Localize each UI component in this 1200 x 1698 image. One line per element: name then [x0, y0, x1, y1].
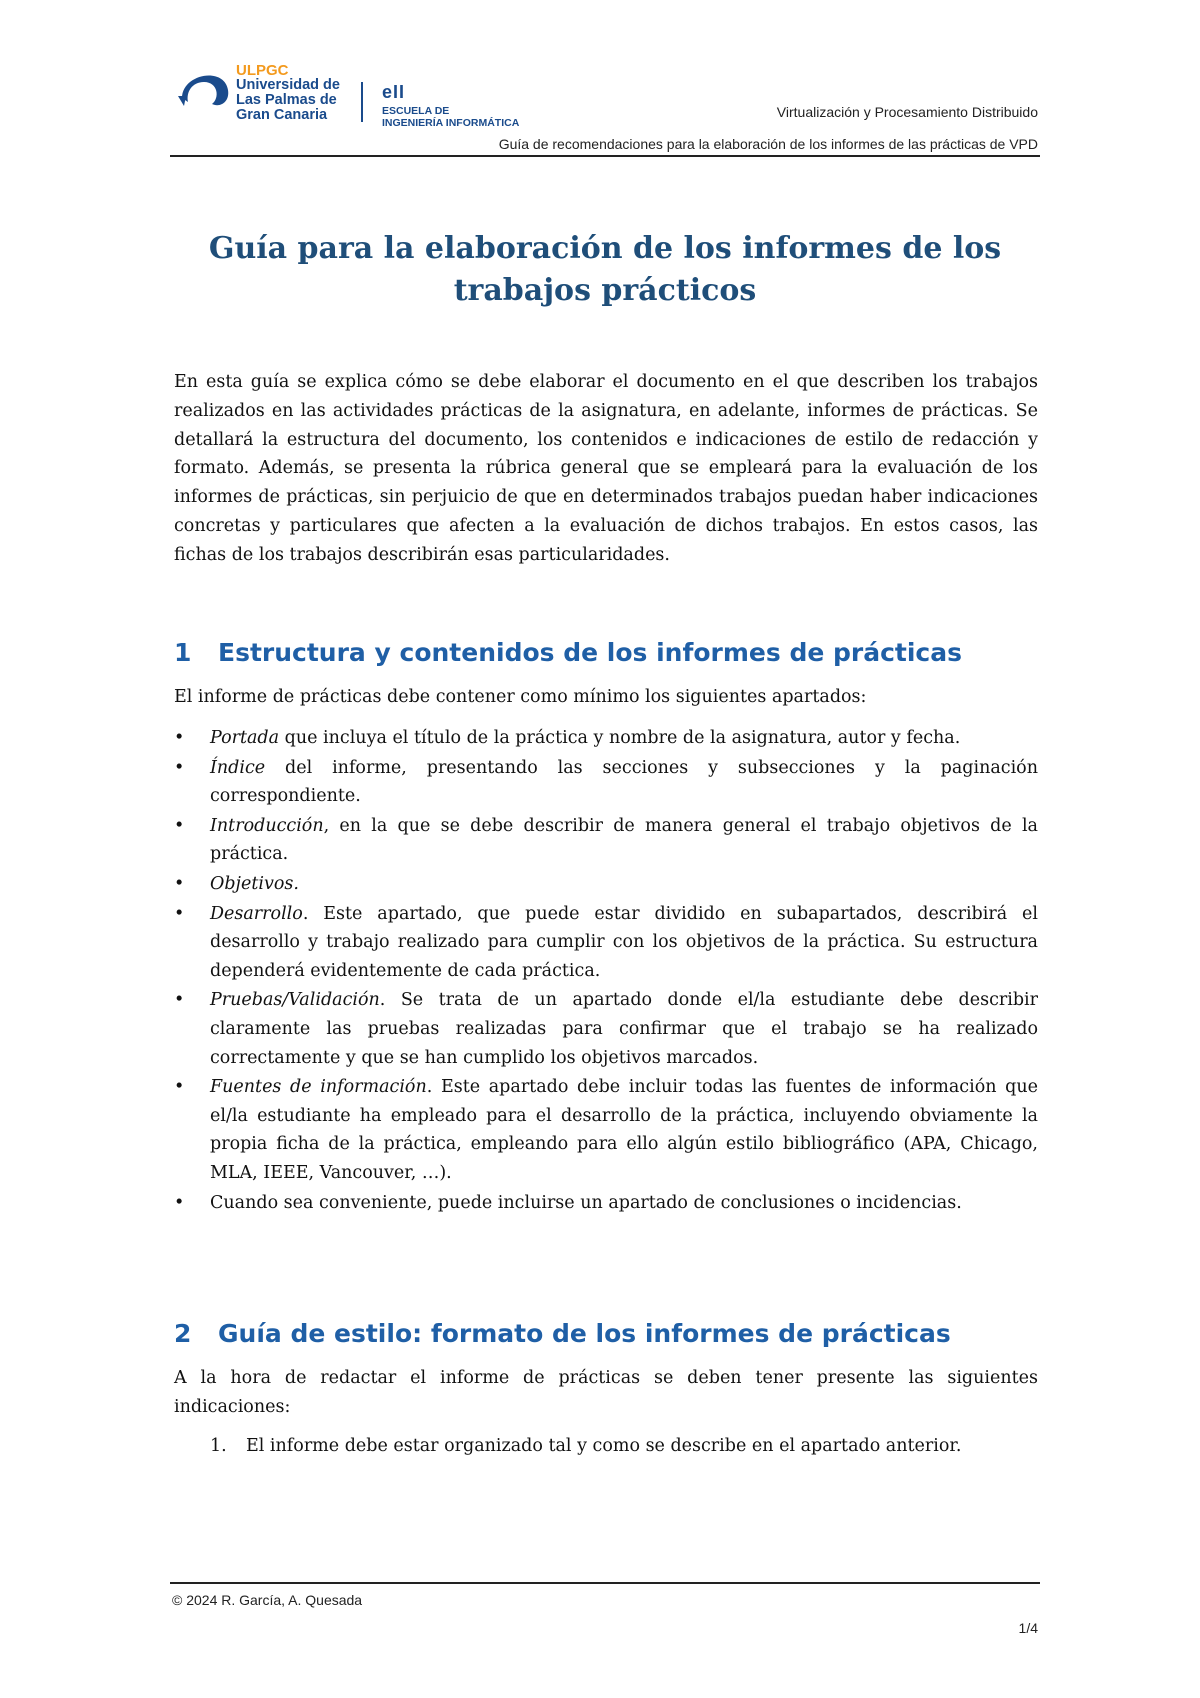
list-item: [174, 900, 1038, 986]
logo-university-line: Gran Canaria: [236, 107, 328, 123]
list-item: [174, 1432, 1038, 1461]
page-number: 1/4: [1018, 1620, 1038, 1636]
list-item-emphasis: Desarrollo: [210, 903, 303, 924]
list-item: [174, 754, 1038, 811]
list-item: [174, 1189, 1038, 1218]
logo-divider: [361, 82, 363, 122]
footer-divider: [170, 1582, 1040, 1584]
section-number: 1: [174, 638, 192, 667]
bullet-icon: •: [174, 903, 185, 924]
section-2-heading: [174, 1318, 1038, 1350]
logo-school-line: INGENIERÍA INFORMÁTICA: [382, 117, 520, 129]
document-title: [170, 228, 1040, 312]
header-course-name: Virtualización y Procesamiento Distribuido: [776, 104, 1038, 120]
section-title: Guía de estilo: formato de los informes de prácticas: [218, 1319, 951, 1348]
section-1-heading: [174, 637, 1038, 669]
section-title: Estructura y contenidos de los informes de prácticas: [218, 638, 963, 667]
logo-university-name: [236, 78, 340, 123]
section-number: 2: [174, 1319, 192, 1348]
bullet-icon: •: [174, 1192, 185, 1213]
header-divider: [170, 155, 1040, 157]
bullet-icon: •: [174, 815, 185, 836]
bullet-icon: •: [174, 757, 185, 778]
logo-ulpgc-text: ULPGC: [236, 62, 289, 79]
list-item-emphasis: Objetivos.: [210, 873, 299, 894]
list-item-text: . Este apartado, que puede estar dividido en subapartados, describirá el desarrollo y trabajo realizado para cumplir con los objetivos de la práctica. Su estructura dependerá evidentemente de cada práctica.: [210, 903, 1038, 981]
list-item-emphasis: Índice: [210, 757, 266, 778]
list-item-emphasis: Pruebas/Validación: [210, 990, 380, 1011]
document-title-line: trabajos prácticos: [453, 273, 757, 308]
bullet-icon: •: [174, 990, 185, 1011]
document-title-line: Guía para la elaboración de los informes de los: [208, 231, 1002, 266]
list-item-text: del informe, presentando las secciones y subsecciones y la paginación correspondiente.: [210, 757, 1038, 807]
list-item-text: El informe debe estar organizado tal y como se describe en el apartado anterior.: [246, 1436, 962, 1456]
section-1-bullet-list: [174, 724, 1038, 1218]
section-2-numbered-list: [174, 1432, 1038, 1461]
logo-eii-text: eII: [382, 82, 406, 102]
list-item-text: . Este apartado debe incluir todas las fuentes de información que el/la estudiante ha empleado para el desarrollo de la práctica, incluyendo obviamente la propia ficha de la práctica, empleando para ello algún estilo bibliográfico (APA, Chicago, MLA, IEEE, Vancouver, …).: [210, 1077, 1038, 1183]
footer-copyright: © 2024 R. García, A. Quesada: [172, 1592, 363, 1608]
list-item-text: que incluya el título de la práctica y nombre de la asignatura, autor y fecha.: [279, 728, 961, 748]
list-item-text: . Se trata de un apartado donde el/la estudiante debe describir claramente las pruebas realizadas para confirmar que el trabajo se ha realizado correctamente y que se han cumplido los objetivos marcados.: [210, 990, 1038, 1068]
bullet-icon: •: [174, 873, 185, 894]
list-item: [174, 1073, 1038, 1187]
list-item-text: Cuando sea conveniente, puede incluirse un apartado de conclusiones o incidencias.: [210, 1192, 962, 1213]
list-item: [174, 986, 1038, 1072]
bullet-icon: •: [174, 1077, 185, 1098]
logo-school-line: ESCUELA DE: [382, 105, 450, 117]
list-item-text: , en la que se debe describir de manera general el trabajo objetivos de la práctica.: [210, 815, 1038, 865]
logo-university-line: Universidad de: [236, 77, 340, 93]
header-guide-name: Guía de recomendaciones para la elaboración de los informes de las prácticas de VPD: [498, 136, 1038, 152]
list-item-emphasis: Introducción: [210, 815, 324, 836]
logo-school-name: [382, 105, 519, 129]
bullet-icon: •: [174, 728, 185, 748]
logo-university-line: Las Palmas de: [236, 92, 337, 108]
list-item: [174, 870, 1038, 899]
ulpgc-swoosh-icon: [176, 62, 232, 124]
list-item-number: 1.: [210, 1436, 227, 1456]
section-2-lead: A la hora de redactar el informe de prácticas se deben tener presente las siguientes indicaciones:: [174, 1368, 1038, 1417]
university-logo: [176, 62, 536, 134]
intro-paragraph: En esta guía se explica cómo se debe elaborar el documento en el que describen los trabajos realizados en las actividades prácticas de la asignatura, en adelante, informes de prácticas. Se detallará la estructura del documento, los contenidos e indicaciones de estilo de redacción y formato. Además, se presenta la rúbrica general que se empleará para la evaluación de los informes de prácticas, sin perjuicio de que en determinados trabajos puedan haber indicaciones concretas y particulares que afecten a la evaluación de dichos trabajos. En estos casos, las fichas de los trabajos describirán esas particularidades.: [174, 372, 1038, 565]
section-1-lead: El informe de prácticas debe contener como mínimo los siguientes apartados:: [174, 687, 867, 707]
list-item-emphasis: Portada: [210, 728, 280, 748]
list-item-emphasis: Fuentes de información: [210, 1077, 427, 1098]
list-item: [174, 812, 1038, 869]
list-item: [174, 724, 1038, 753]
